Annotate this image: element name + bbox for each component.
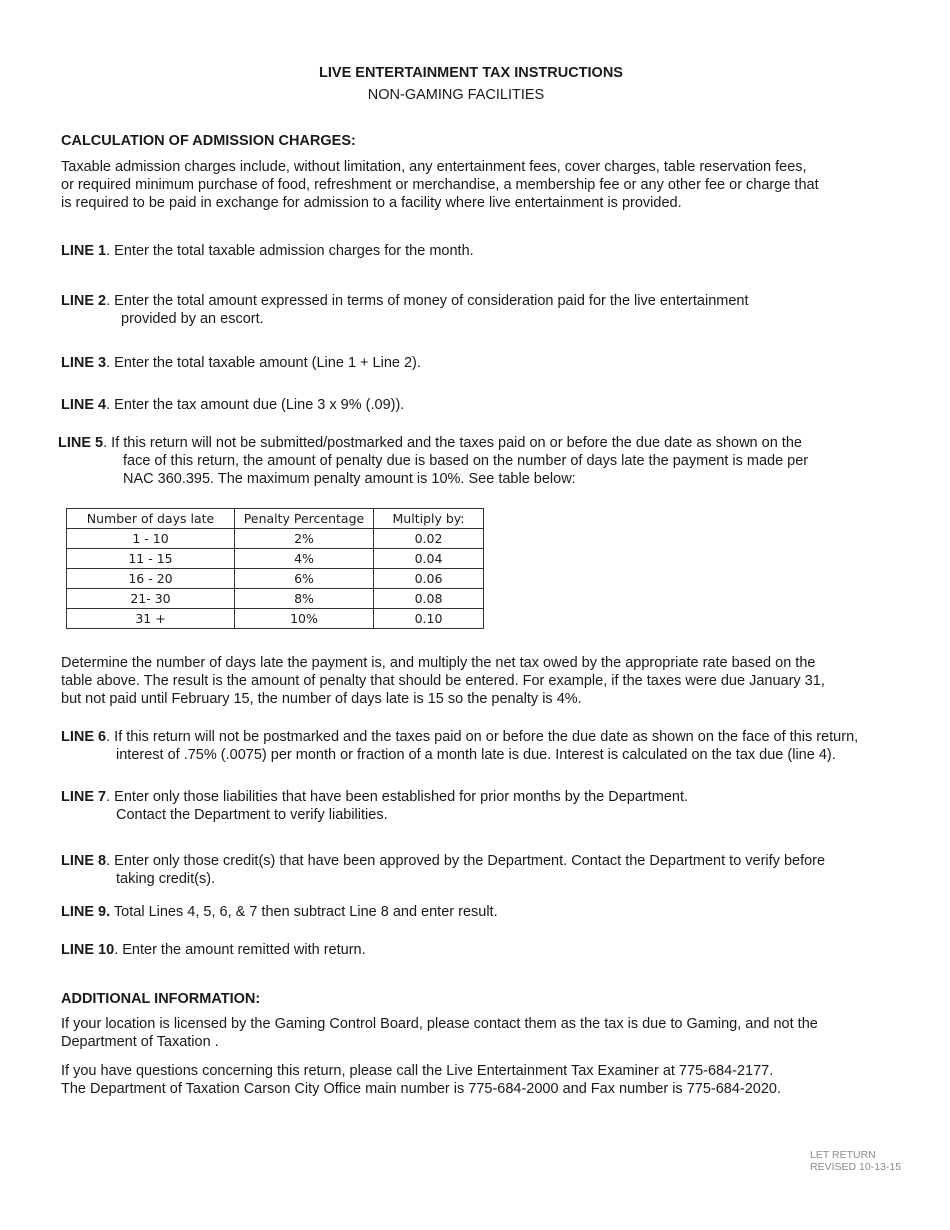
table-cell: 0.02 <box>374 529 484 549</box>
table-row <box>67 609 484 629</box>
page-title: LIVE ENTERTAINMENT TAX INSTRUCTIONS <box>319 65 623 81</box>
calculation-heading: CALCULATION OF ADMISSION CHARGES: <box>61 133 356 149</box>
line-8-instruction: LINE 8. Enter only those credit(s) that have been approved by the Department. Contact the Department to verify before taking credit(s). <box>61 853 826 887</box>
line-1-instruction: LINE 1. Enter the total taxable admission charges for the month. <box>61 243 474 259</box>
table-row <box>67 529 484 549</box>
table-cell: 0.04 <box>374 549 484 569</box>
form-revision-footer: LET RETURN REVISED 10-13-15 <box>810 1149 902 1173</box>
column-header: Penalty Percentage <box>235 509 374 529</box>
line-10-instruction: LINE 10. Enter the amount remitted with return. <box>61 942 366 958</box>
table-cell: 31 + <box>67 609 235 629</box>
line-6-instruction: LINE 6. If this return will not be postmarked and the taxes paid on or before the due date as shown on the face of this return, interest of .75% (.0075) per month or fraction of a month late is due. Interest is calculated on the tax due (line 4). <box>61 729 859 763</box>
additional-heading: ADDITIONAL INFORMATION: <box>61 991 261 1007</box>
column-header: Number of days late <box>67 509 235 529</box>
table-cell: 8% <box>235 589 374 609</box>
table-cell: 21- 30 <box>67 589 235 609</box>
page-subtitle: NON-GAMING FACILITIES <box>367 87 545 103</box>
line-7-instruction: LINE 7. Enter only those liabilities that have been established for prior months by the Department. Contact the Department to verify liabilities. <box>61 789 689 823</box>
penalty-table <box>66 508 484 629</box>
line-9-instruction: LINE 9. Total Lines 4, 5, 6, & 7 then subtract Line 8 and enter result. <box>61 904 498 920</box>
table-cell: 0.08 <box>374 589 484 609</box>
penalty-explanation: Determine the number of days late the payment is, and multiply the net tax owed by the appropriate rate based on the table above. The result is the amount of penalty that should be entered. For example, if the taxes were due January 31, but not paid until February 15, the number of days late is 15 so the penalty is 4%. <box>61 655 825 707</box>
table-cell: 6% <box>235 569 374 589</box>
table-cell: 0.06 <box>374 569 484 589</box>
line-3-instruction: LINE 3. Enter the total taxable amount (Line 1 + Line 2). <box>61 355 421 371</box>
table-cell: 11 - 15 <box>67 549 235 569</box>
line-2-instruction: LINE 2. Enter the total amount expressed in terms of money of consideration paid for the live entertainment provided by an escort. <box>61 293 749 327</box>
table-row <box>67 549 484 569</box>
table-cell: 0.10 <box>374 609 484 629</box>
table-cell: 2% <box>235 529 374 549</box>
table-cell: 10% <box>235 609 374 629</box>
additional-paragraph-1: If your location is licensed by the Gaming Control Board, please contact them as the tax is due to Gaming, and not the Department of Taxation . <box>61 1016 818 1050</box>
line-4-instruction: LINE 4. Enter the tax amount due (Line 3 x 9% (.09)). <box>61 397 405 413</box>
table-row <box>67 589 484 609</box>
table-cell: 4% <box>235 549 374 569</box>
calculation-paragraph: Taxable admission charges include, without limitation, any entertainment fees, cover charges, table reservation fees, or required minimum purchase of food, refreshment or merchandise, a membership fee or any other fee or charge that is required to be paid in exchange for admission to a facility where live entertainment is provided. <box>61 159 819 211</box>
table-row <box>67 569 484 589</box>
table-cell: 1 - 10 <box>67 529 235 549</box>
additional-paragraph-2: If you have questions concerning this return, please call the Live Entertainment Tax Examiner at 775-684-2177. The Department of Taxation Carson City Office main number is 775-684-2000 and Fax number is 775-684-2020. <box>61 1063 782 1097</box>
line-5-instruction: LINE 5. If this return will not be submitted/postmarked and the taxes paid on or before the due date as shown on the face of this return, the amount of penalty due is based on the number of days late the payment is made per NAC 360.395. The maximum penalty amount is 10%. See table below: <box>58 435 809 487</box>
column-header: Multiply by: <box>374 509 484 529</box>
table-header-row <box>67 509 484 529</box>
table-cell: 16 - 20 <box>67 569 235 589</box>
